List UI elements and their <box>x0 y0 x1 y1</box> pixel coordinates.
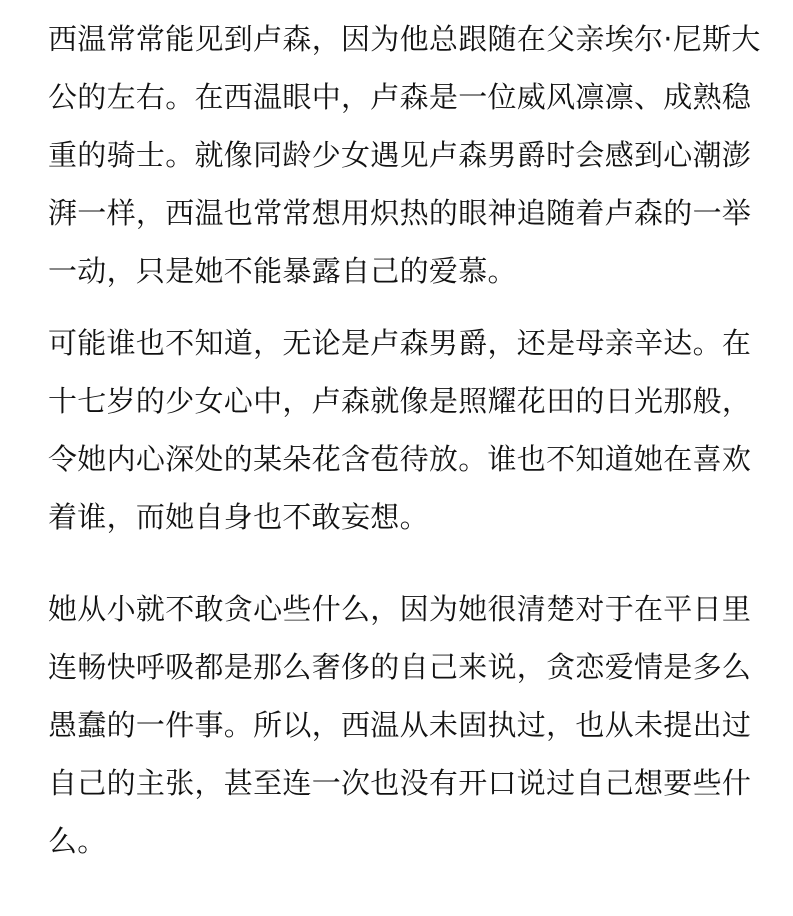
text-line: 十七岁的少女心中，卢森就像是照耀花田的日光那般， <box>48 384 752 418</box>
text-line: 一动，只是她不能暴露自己的爱慕。 <box>48 254 517 288</box>
text-line: 她从小就不敢贪心些什么，因为她很清楚对于在平日里 <box>48 592 752 626</box>
text-line: 湃一样，西温也常常想用炽热的眼神追随着卢森的一举 <box>48 196 752 230</box>
text-line: 令她内心深处的某朵花含苞待放。谁也不知道她在喜欢 <box>48 442 752 476</box>
text-line: 连畅快呼吸都是那么奢侈的自己来说，贪恋爱情是多么 <box>48 650 752 684</box>
text-line: 自己的主张，甚至连一次也没有开口说过自己想要些什 <box>48 766 752 800</box>
paragraph-2 <box>48 314 768 546</box>
text-line: 公的左右。在西温眼中，卢森是一位威风凛凛、成熟稳 <box>48 80 752 114</box>
text-line: 么。 <box>48 824 107 858</box>
text-line: 可能谁也不知道，无论是卢森男爵，还是母亲辛达。在 <box>48 326 752 360</box>
paragraph-1 <box>48 10 768 300</box>
paragraph-3 <box>48 580 768 870</box>
text-line: 西温常常能见到卢森，因为他总跟随在父亲埃尔·尼斯大 <box>48 22 761 56</box>
text-line: 愚蠢的一件事。所以，西温从未固执过，也从未提出过 <box>48 708 752 742</box>
text-line: 着谁，而她自身也不敢妄想。 <box>48 500 429 534</box>
text-line: 重的骑士。就像同龄少女遇见卢森男爵时会感到心潮澎 <box>48 138 752 172</box>
